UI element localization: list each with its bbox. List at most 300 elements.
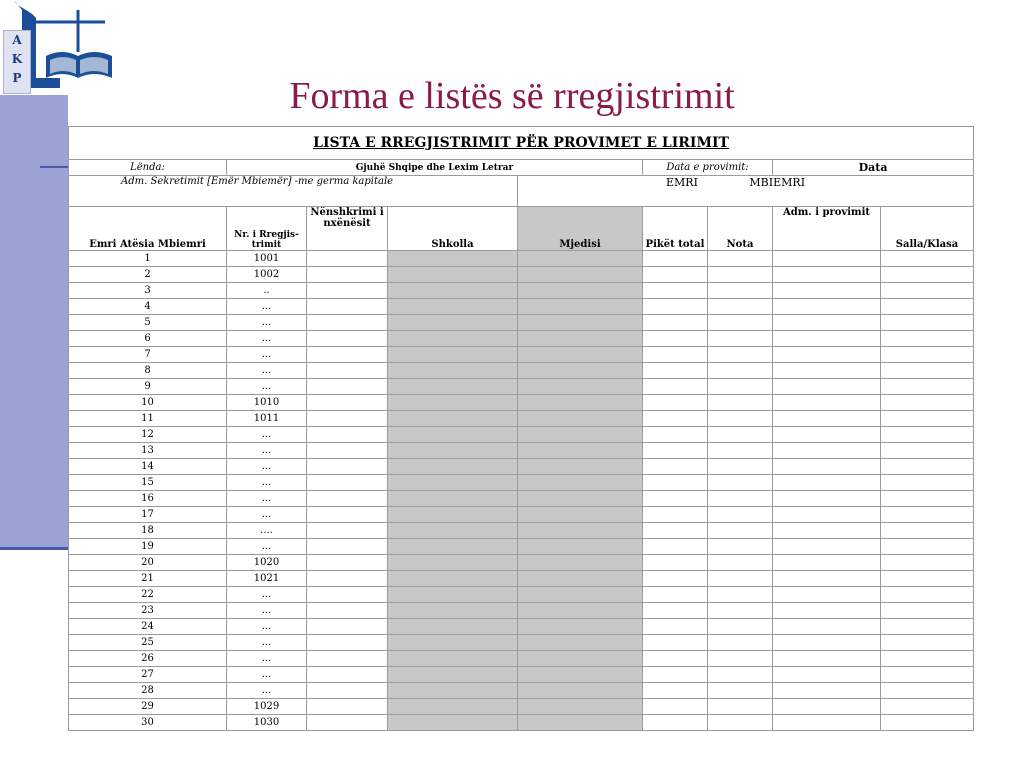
row-signature (307, 379, 388, 395)
row-classroom (881, 427, 974, 443)
row-exam-admin (773, 283, 881, 299)
row-school (388, 331, 518, 347)
row-environment (518, 491, 643, 507)
row-registration-nr: 1001 (227, 251, 307, 267)
row-exam-admin (773, 507, 881, 523)
row-classroom (881, 635, 974, 651)
row-exam-admin (773, 459, 881, 475)
row-grade (708, 683, 773, 699)
row-number: 1 (69, 251, 227, 267)
row-classroom (881, 603, 974, 619)
row-environment (518, 443, 643, 459)
row-school (388, 251, 518, 267)
table-row (69, 379, 974, 395)
header-adm: Adm. i provimit (773, 207, 881, 251)
row-registration-nr: ... (227, 667, 307, 683)
row-grade (708, 571, 773, 587)
row-school (388, 619, 518, 635)
row-exam-admin (773, 699, 881, 715)
row-grade (708, 635, 773, 651)
row-environment (518, 539, 643, 555)
row-grade (708, 427, 773, 443)
row-environment (518, 507, 643, 523)
row-classroom (881, 443, 974, 459)
table-row (69, 507, 974, 523)
row-number: 26 (69, 651, 227, 667)
row-signature (307, 651, 388, 667)
row-grade (708, 411, 773, 427)
logo-letter-p: P (12, 71, 22, 85)
lenda-label: Lënda: (69, 160, 227, 176)
row-classroom (881, 475, 974, 491)
logo-letter-a: A (12, 33, 22, 47)
row-classroom (881, 379, 974, 395)
row-points (643, 283, 708, 299)
row-signature (307, 539, 388, 555)
row-points (643, 507, 708, 523)
row-grade (708, 283, 773, 299)
row-exam-admin (773, 347, 881, 363)
table-row (69, 331, 974, 347)
row-exam-admin (773, 555, 881, 571)
row-environment (518, 699, 643, 715)
table-row (69, 443, 974, 459)
row-number: 7 (69, 347, 227, 363)
row-grade (708, 331, 773, 347)
row-number: 18 (69, 523, 227, 539)
row-grade (708, 587, 773, 603)
row-classroom (881, 667, 974, 683)
header-nr: Nr. i Rregjis-trimit (227, 207, 307, 251)
row-number: 8 (69, 363, 227, 379)
row-school (388, 491, 518, 507)
row-grade (708, 395, 773, 411)
row-exam-admin (773, 379, 881, 395)
row-exam-admin (773, 715, 881, 731)
row-classroom (881, 331, 974, 347)
row-number: 10 (69, 395, 227, 411)
row-grade (708, 699, 773, 715)
row-signature (307, 283, 388, 299)
row-registration-nr: ... (227, 587, 307, 603)
emri-mbiemri-cell (518, 176, 974, 207)
row-school (388, 267, 518, 283)
row-registration-nr: .... (227, 523, 307, 539)
row-school (388, 299, 518, 315)
row-environment (518, 667, 643, 683)
row-classroom (881, 347, 974, 363)
header-emri: Emri Atësia Mbiemri (69, 207, 227, 251)
row-grade (708, 299, 773, 315)
table-row (69, 475, 974, 491)
lenda-value: Gjuhë Shqipe dhe Lexim Letrar (227, 160, 643, 176)
row-points (643, 491, 708, 507)
row-signature (307, 251, 388, 267)
table-row (69, 347, 974, 363)
data-label: Data e provimit: (643, 160, 773, 176)
header-piket: Pikët total (643, 207, 708, 251)
row-points (643, 715, 708, 731)
table-row (69, 651, 974, 667)
row-environment (518, 411, 643, 427)
row-school (388, 635, 518, 651)
row-number: 4 (69, 299, 227, 315)
row-exam-admin (773, 619, 881, 635)
row-signature (307, 555, 388, 571)
row-exam-admin (773, 603, 881, 619)
row-registration-nr: ... (227, 539, 307, 555)
table-row (69, 315, 974, 331)
row-signature (307, 363, 388, 379)
row-number: 3 (69, 283, 227, 299)
row-registration-nr: ... (227, 427, 307, 443)
row-number: 23 (69, 603, 227, 619)
row-grade (708, 267, 773, 283)
row-points (643, 539, 708, 555)
row-number: 25 (69, 635, 227, 651)
row-exam-admin (773, 251, 881, 267)
row-registration-nr: 1021 (227, 571, 307, 587)
row-grade (708, 459, 773, 475)
table-row (69, 427, 974, 443)
registration-form (68, 126, 973, 731)
table-row (69, 571, 974, 587)
row-number: 15 (69, 475, 227, 491)
row-points (643, 363, 708, 379)
row-signature (307, 571, 388, 587)
row-points (643, 699, 708, 715)
row-school (388, 347, 518, 363)
row-school (388, 667, 518, 683)
row-environment (518, 603, 643, 619)
row-school (388, 683, 518, 699)
row-classroom (881, 587, 974, 603)
row-registration-nr: 1002 (227, 267, 307, 283)
registration-table (68, 126, 974, 731)
table-row (69, 603, 974, 619)
row-number: 17 (69, 507, 227, 523)
row-environment (518, 267, 643, 283)
row-signature (307, 491, 388, 507)
row-registration-nr: ... (227, 331, 307, 347)
row-registration-nr: ... (227, 443, 307, 459)
row-school (388, 427, 518, 443)
row-signature (307, 267, 388, 283)
row-number: 20 (69, 555, 227, 571)
logo-letter-k: K (11, 52, 23, 66)
row-environment (518, 299, 643, 315)
table-row (69, 539, 974, 555)
row-exam-admin (773, 523, 881, 539)
row-signature (307, 347, 388, 363)
row-points (643, 587, 708, 603)
row-grade (708, 475, 773, 491)
row-classroom (881, 267, 974, 283)
row-signature (307, 315, 388, 331)
table-row (69, 555, 974, 571)
row-school (388, 443, 518, 459)
table-row (69, 523, 974, 539)
row-exam-admin (773, 587, 881, 603)
table-row (69, 283, 974, 299)
row-points (643, 603, 708, 619)
row-registration-nr: .. (227, 283, 307, 299)
row-school (388, 699, 518, 715)
row-exam-admin (773, 571, 881, 587)
row-signature (307, 667, 388, 683)
row-school (388, 603, 518, 619)
row-environment (518, 523, 643, 539)
table-row (69, 395, 974, 411)
row-classroom (881, 715, 974, 731)
row-exam-admin (773, 683, 881, 699)
row-points (643, 379, 708, 395)
row-environment (518, 363, 643, 379)
table-row (69, 683, 974, 699)
row-signature (307, 443, 388, 459)
table-row (69, 715, 974, 731)
row-registration-nr: ... (227, 507, 307, 523)
row-number: 21 (69, 571, 227, 587)
row-grade (708, 491, 773, 507)
row-grade (708, 619, 773, 635)
row-school (388, 395, 518, 411)
row-grade (708, 251, 773, 267)
row-signature (307, 475, 388, 491)
row-grade (708, 363, 773, 379)
row-grade (708, 379, 773, 395)
row-environment (518, 347, 643, 363)
row-points (643, 411, 708, 427)
row-school (388, 587, 518, 603)
row-classroom (881, 395, 974, 411)
row-number: 22 (69, 587, 227, 603)
row-exam-admin (773, 267, 881, 283)
row-exam-admin (773, 443, 881, 459)
row-grade (708, 667, 773, 683)
row-exam-admin (773, 539, 881, 555)
row-environment (518, 587, 643, 603)
row-signature (307, 459, 388, 475)
row-classroom (881, 699, 974, 715)
emri-label: EMRI (666, 176, 698, 189)
row-number: 19 (69, 539, 227, 555)
row-environment (518, 555, 643, 571)
row-registration-nr: ... (227, 475, 307, 491)
row-signature (307, 635, 388, 651)
row-exam-admin (773, 363, 881, 379)
row-exam-admin (773, 331, 881, 347)
form-title: LISTA E RREGJISTRIMIT PËR PROVIMET E LIRIMIT (69, 127, 974, 160)
row-registration-nr: 1020 (227, 555, 307, 571)
row-number: 24 (69, 619, 227, 635)
row-number: 11 (69, 411, 227, 427)
row-points (643, 651, 708, 667)
table-row (69, 619, 974, 635)
row-points (643, 571, 708, 587)
row-points (643, 347, 708, 363)
table-row (69, 459, 974, 475)
table-row (69, 667, 974, 683)
row-registration-nr: 1010 (227, 395, 307, 411)
row-environment (518, 635, 643, 651)
row-exam-admin (773, 667, 881, 683)
row-number: 2 (69, 267, 227, 283)
row-signature (307, 411, 388, 427)
row-school (388, 715, 518, 731)
row-grade (708, 715, 773, 731)
row-classroom (881, 539, 974, 555)
row-exam-admin (773, 475, 881, 491)
row-number: 6 (69, 331, 227, 347)
row-classroom (881, 315, 974, 331)
row-signature (307, 331, 388, 347)
data-value: Data (773, 160, 974, 176)
row-registration-nr: ... (227, 491, 307, 507)
row-points (643, 475, 708, 491)
row-classroom (881, 523, 974, 539)
table-row (69, 491, 974, 507)
row-signature (307, 699, 388, 715)
row-exam-admin (773, 411, 881, 427)
row-points (643, 299, 708, 315)
row-points (643, 619, 708, 635)
row-classroom (881, 507, 974, 523)
row-classroom (881, 683, 974, 699)
adm-label: Adm. Sekretimit [Emër Mbiemër] -me germa kapitale (69, 176, 518, 207)
row-points (643, 667, 708, 683)
row-environment (518, 427, 643, 443)
row-points (643, 251, 708, 267)
row-signature (307, 619, 388, 635)
row-classroom (881, 459, 974, 475)
row-registration-nr: ... (227, 651, 307, 667)
row-classroom (881, 283, 974, 299)
row-environment (518, 379, 643, 395)
table-row (69, 299, 974, 315)
row-environment (518, 283, 643, 299)
row-registration-nr: ... (227, 363, 307, 379)
row-registration-nr: ... (227, 603, 307, 619)
row-school (388, 411, 518, 427)
table-row (69, 635, 974, 651)
row-number: 28 (69, 683, 227, 699)
row-signature (307, 523, 388, 539)
row-registration-nr: 1011 (227, 411, 307, 427)
row-signature (307, 395, 388, 411)
row-environment (518, 315, 643, 331)
row-exam-admin (773, 395, 881, 411)
row-number: 5 (69, 315, 227, 331)
row-grade (708, 443, 773, 459)
row-number: 30 (69, 715, 227, 731)
row-school (388, 555, 518, 571)
row-grade (708, 539, 773, 555)
slide-title: Forma e listës së rregjistrimit (289, 75, 735, 117)
row-school (388, 571, 518, 587)
row-points (643, 331, 708, 347)
sidebar-band (0, 95, 68, 547)
row-points (643, 459, 708, 475)
row-signature (307, 427, 388, 443)
divider-line-top (40, 166, 68, 168)
table-row (69, 363, 974, 379)
row-exam-admin (773, 491, 881, 507)
row-school (388, 283, 518, 299)
row-classroom (881, 411, 974, 427)
student-rows (69, 251, 974, 731)
row-registration-nr: ... (227, 379, 307, 395)
row-school (388, 379, 518, 395)
row-signature (307, 603, 388, 619)
row-school (388, 475, 518, 491)
row-registration-nr: ... (227, 315, 307, 331)
row-environment (518, 651, 643, 667)
row-school (388, 539, 518, 555)
row-registration-nr: ... (227, 619, 307, 635)
row-number: 27 (69, 667, 227, 683)
row-points (643, 443, 708, 459)
row-school (388, 507, 518, 523)
row-classroom (881, 299, 974, 315)
row-registration-nr: ... (227, 635, 307, 651)
row-school (388, 315, 518, 331)
table-row (69, 699, 974, 715)
row-environment (518, 331, 643, 347)
row-number: 12 (69, 427, 227, 443)
row-environment (518, 683, 643, 699)
row-grade (708, 315, 773, 331)
row-number: 13 (69, 443, 227, 459)
header-salla: Salla/Klasa (881, 207, 974, 251)
row-points (643, 635, 708, 651)
header-mjedisi: Mjedisi (518, 207, 643, 251)
row-points (643, 395, 708, 411)
row-school (388, 459, 518, 475)
row-exam-admin (773, 651, 881, 667)
row-points (643, 315, 708, 331)
table-row (69, 267, 974, 283)
row-classroom (881, 651, 974, 667)
header-shkolla: Shkolla (388, 207, 518, 251)
row-points (643, 523, 708, 539)
table-row (69, 411, 974, 427)
row-school (388, 363, 518, 379)
row-environment (518, 715, 643, 731)
row-signature (307, 715, 388, 731)
row-exam-admin (773, 299, 881, 315)
row-number: 14 (69, 459, 227, 475)
row-signature (307, 299, 388, 315)
row-grade (708, 603, 773, 619)
row-classroom (881, 619, 974, 635)
row-registration-nr: ... (227, 299, 307, 315)
row-registration-nr: ... (227, 683, 307, 699)
row-environment (518, 619, 643, 635)
row-exam-admin (773, 315, 881, 331)
table-row (69, 587, 974, 603)
row-school (388, 651, 518, 667)
row-number: 16 (69, 491, 227, 507)
row-points (643, 267, 708, 283)
row-classroom (881, 555, 974, 571)
row-classroom (881, 491, 974, 507)
row-grade (708, 555, 773, 571)
row-environment (518, 475, 643, 491)
row-grade (708, 651, 773, 667)
row-registration-nr: 1029 (227, 699, 307, 715)
row-grade (708, 507, 773, 523)
